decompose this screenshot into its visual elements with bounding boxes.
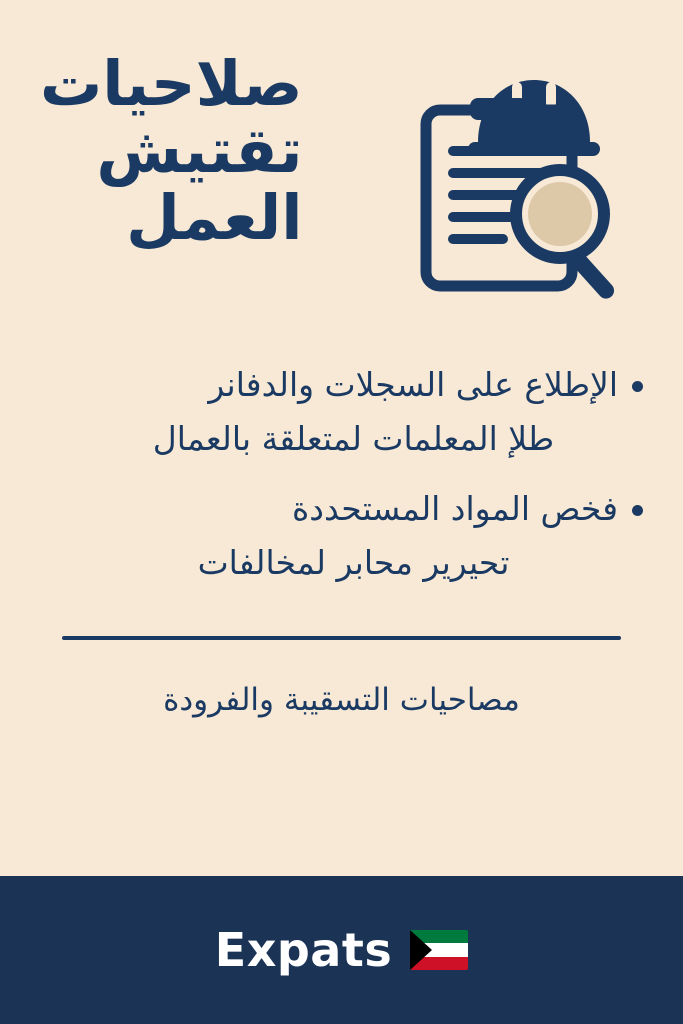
poster-header bbox=[40, 47, 643, 317]
list-item-label: فخص المواد المستحددة bbox=[291, 488, 618, 528]
list-item bbox=[40, 485, 643, 533]
title-line-2: تقتيش bbox=[96, 114, 303, 188]
footer-bar bbox=[0, 876, 683, 1024]
kuwait-flag-icon bbox=[410, 930, 468, 970]
brand-label: Expats bbox=[214, 923, 393, 977]
list-item-label: الإطلاع على السجلات والدفانر bbox=[208, 365, 618, 404]
list-item-subtext: تحيرير محابر لمخالفات bbox=[197, 542, 510, 582]
footnote-text: مصاحيات التسقيبة والفرودة bbox=[163, 682, 520, 719]
bullet-dot-icon bbox=[632, 381, 643, 392]
permissions-list bbox=[40, 361, 643, 608]
list-item-subtext: طلإ المعلمات لمتعلقة بالعمال bbox=[152, 418, 555, 458]
flag-hoist-black bbox=[410, 930, 432, 970]
bullet-dot-icon bbox=[632, 505, 643, 516]
list-item bbox=[40, 361, 643, 409]
title-line-1: صلاحيات bbox=[40, 47, 303, 120]
title-line-3: العمل bbox=[126, 181, 303, 255]
section-divider bbox=[62, 636, 621, 640]
page-title bbox=[40, 47, 303, 255]
clipboard-helmet-magnifier-icon bbox=[408, 64, 643, 314]
